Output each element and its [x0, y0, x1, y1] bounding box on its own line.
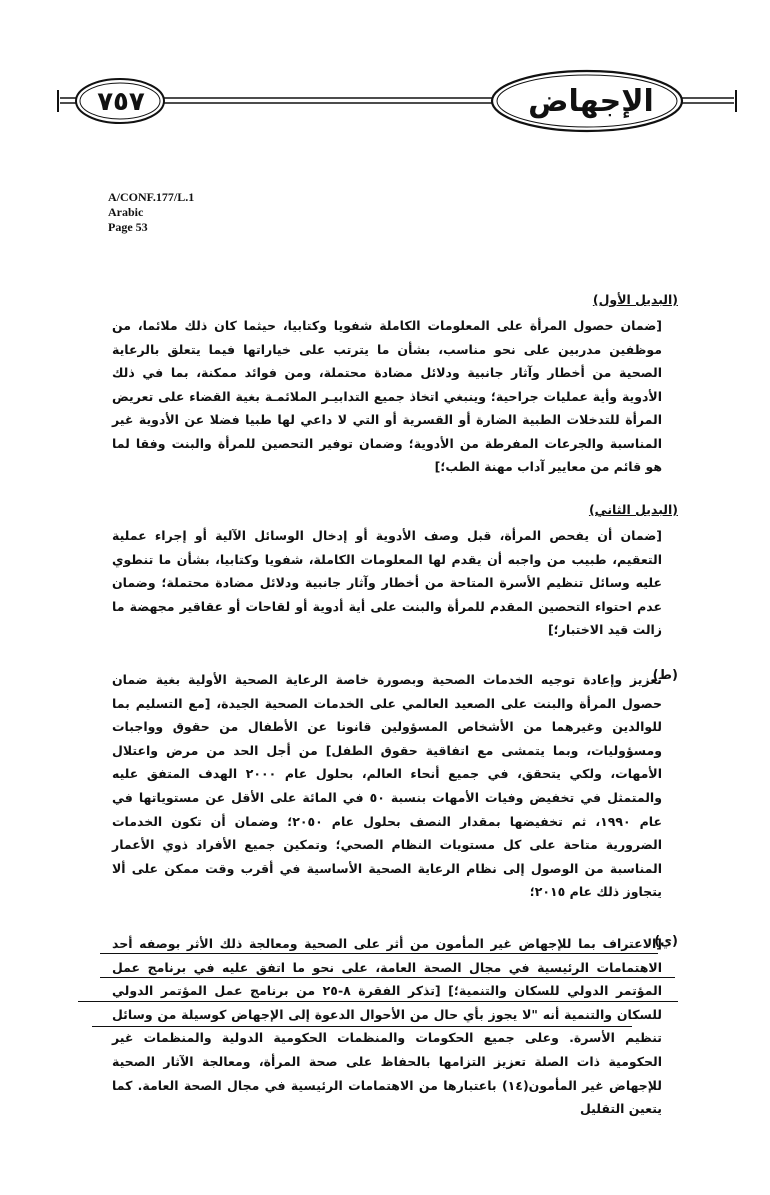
chapter-header-banner — [52, 68, 742, 138]
item-ya-text: [الاعتراف بما للإجهاض غير المأمون من أثر على الصحية ومعالجة ذلك الأثر بوصفه أحد الاهتمامات الرئيسية في مجال الصحة العامة، على نحو ما اتفق عليه في برنامج عمل المؤتمر الدولي للسكان والتنمية؛] [تذكر الفقرة ٨-٢٥ من برنامج عمل المؤتمر الدولي للسكان والتنمية أنه "لا يجوز بأي حال من الأحوال الدعوة إلى الإجهاض كوسيلة من وسائل تنظيم الأسرة. وعلى جميع الحكومات والمنظمات الحكومية الدولية والمنظمات غير الحكومية ذات الصلة تعزيز التزامها بالحفاظ على صحة المرأة، ومعالجة الآثار الصحية للإجهاض غير المأمون(١٤) باعتبارها من الاهتمامات الرئيسية في مجال الصحة العامة. كما يتعين التقليل — [112, 936, 662, 1117]
document-language: Arabic — [108, 205, 144, 219]
document-reference — [108, 190, 194, 235]
handwritten-underline — [100, 953, 658, 954]
alternative-1-heading: (البديل الأول) — [592, 292, 678, 307]
alternative-2-text: [ضمان أن يفحص المرأة، قبل وصف الأدوية أو إدخال الوسائل الآلية أو إجراء عملية التعقيم، طبيب من واجبه أن يقدم لها المعلومات الكاملة، شفويا وكتابيا، بشأن ما تنطوي عليه وسائل تنظيم الأسرة المتاحة من أخطار وآثار جانبية ودلائل مضادة محتملة؛ وضمان عدم احتواء التحصين المقدم للمرأة والبنت على أية أدوية أو لقاحات أو عقاقير مجهضة ما زالت قيد الاختبار؛] — [112, 528, 662, 637]
handwritten-underline — [100, 977, 675, 978]
alternative-1-text: [ضمان حصول المرأة على المعلومات الكاملة شفويا وكتابيا، حيثما كان ذلك ملائما، من موظفين مدربين على نحو مناسب، بشأن ما يترتب على خياراتها فيما يتعلق بالرعاية الصحية من أخطار وآثار جانبية ودلائل مضادة محتملة، ومن فوائد ممكنة، بما في ذلك الأدوية وأية عمليات جراحية؛ وينبغي اتخاذ جميع التدابيـر الملائمـة بغية القضاء على تعريض المرأة للتدخلات الطبية الضارة أو القسرية أو التي لا داعي لها طبيا فضلا عن الأدوية غير المناسبة والجرعات المفرطة من الأدوية؛ وضمان توفير التحصين للمرأة والبنت وفقا لما هو قائم من معايير آداب مهنة الطب؛] — [112, 318, 662, 474]
alternative-2-heading: (البديل الثاني) — [588, 502, 678, 517]
item-ta-marker: (ط) — [652, 668, 678, 683]
handwritten-underline — [92, 1026, 632, 1027]
handwritten-underline — [78, 1001, 678, 1002]
item-ta-text: تعزيز وإعادة توجيه الخدمات الصحية وبصورة خاصة الرعاية الصحية الأولية بغية ضمان حصول المرأة والبنت على الصعيد العالمي على الخدمات الصحية الجيدة، [مع التسليم بما للوالدين وغيرهما من الأشخاص المسؤولين قانونا عن الأطفال من حقوق وواجبات ومسؤوليات، وبما يتمشى مع اتفاقية حقوق الطفل] من أجل الحد من مرض واعتلال الأمهات، ولكي يتحقق، في جميع أنحاء العالم، بحلول عام ٢٠٠٠ الهدف المتفق عليه والمتمثل في تخفيض وفيات الأمهات بنسبة ٥٠ في المائة على الأقل عن مستوياتها في عام ١٩٩٠، ثم تخفيضها بمقدار النصف بحلول عام ٢٠٥٠؛ وضمان أن تكون الخدمات الضرورية متاحة على كل مستويات النظام الصحي؛ وتمكين جميع الأفراد ذوي الأعمار المناسبة من الوصول إلى نظام الرعاية الصحية الأساسية في أقرب وقت ممكن على ألا يتجاوز ذلك عام ٢٠١٥؛ — [112, 672, 663, 900]
document-page: Page 53 — [108, 220, 148, 234]
document-symbol: A/CONF.177/L.1 — [108, 190, 195, 204]
page-number: ٧٥٧ — [97, 87, 145, 117]
chapter-title: الإجهاض — [528, 84, 654, 119]
item-ya-marker: (ي) — [654, 934, 678, 949]
